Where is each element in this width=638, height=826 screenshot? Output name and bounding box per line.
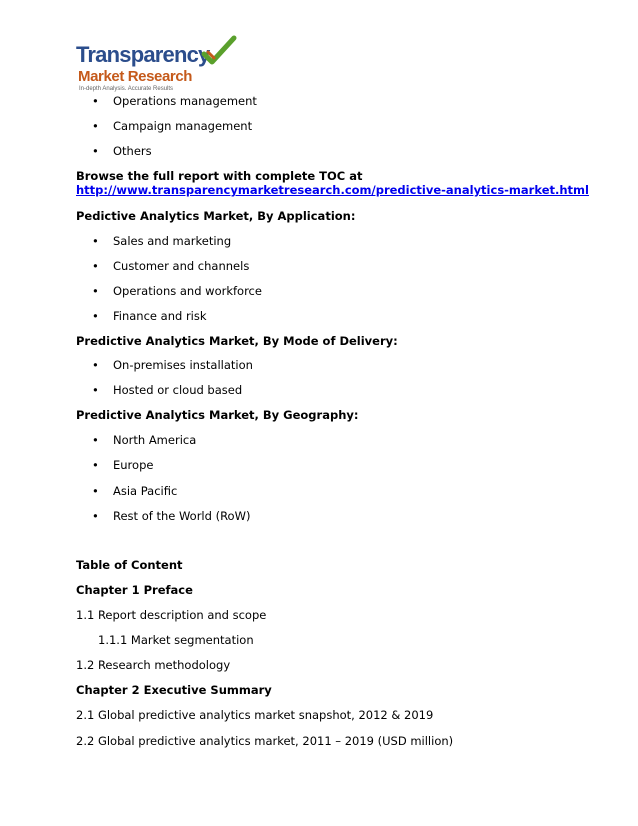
list-item: On-premises installation bbox=[113, 358, 253, 372]
browse-text: Browse the full report with complete TOC at bbox=[76, 169, 363, 183]
list-item: Finance and risk bbox=[113, 309, 207, 323]
toc-entry: 1.1.1 Market segmentation bbox=[98, 633, 254, 647]
bullet-icon: • bbox=[92, 433, 99, 447]
bullet-icon: • bbox=[92, 509, 99, 523]
list-item: Rest of the World (RoW) bbox=[113, 509, 251, 523]
list-item: Others bbox=[113, 144, 152, 158]
chapter-heading: Chapter 2 Executive Summary bbox=[76, 683, 272, 697]
toc-title: Table of Content bbox=[76, 558, 183, 572]
bullet-icon: • bbox=[92, 383, 99, 397]
logo-checkmark-icon bbox=[200, 34, 240, 68]
bullet-icon: • bbox=[92, 119, 99, 133]
list-item: Asia Pacific bbox=[113, 484, 178, 498]
delivery-heading: Predictive Analytics Market, By Mode of Delivery: bbox=[76, 334, 398, 348]
logo-word-market-research: Market Research bbox=[78, 68, 193, 85]
list-item: Customer and channels bbox=[113, 259, 250, 273]
chapter-heading: Chapter 1 Preface bbox=[76, 583, 193, 597]
application-heading: Pedictive Analytics Market, By Application: bbox=[76, 209, 356, 223]
list-item: Europe bbox=[113, 458, 154, 472]
bullet-icon: • bbox=[92, 358, 99, 372]
list-item: Campaign management bbox=[113, 119, 253, 133]
list-item: Sales and marketing bbox=[113, 234, 232, 248]
bullet-icon: • bbox=[92, 484, 99, 498]
logo-word-transparency: Transparency bbox=[76, 42, 210, 67]
list-item: North America bbox=[113, 433, 197, 447]
logo-tagline: In-depth Analysis. Accurate Results bbox=[79, 86, 174, 92]
bullet-icon: • bbox=[92, 309, 99, 323]
report-link[interactable]: http://www.transparencymarketresearch.com/predictive-analytics-market.html bbox=[76, 183, 589, 197]
bullet-icon: • bbox=[92, 144, 99, 158]
bullet-icon: • bbox=[92, 234, 99, 248]
geography-heading: Predictive Analytics Market, By Geography: bbox=[76, 408, 359, 422]
toc-entry: 1.2 Research methodology bbox=[76, 658, 231, 672]
list-item: Operations management bbox=[113, 94, 257, 108]
bullet-icon: • bbox=[92, 259, 99, 273]
bullet-icon: • bbox=[92, 284, 99, 298]
list-item: Hosted or cloud based bbox=[113, 383, 243, 397]
toc-entry: 2.2 Global predictive analytics market, 2011 – 2019 (USD million) bbox=[76, 734, 454, 748]
toc-entry: 2.1 Global predictive analytics market snapshot, 2012 & 2019 bbox=[76, 708, 434, 722]
toc-entry: 1.1 Report description and scope bbox=[76, 608, 267, 622]
bullet-icon: • bbox=[92, 94, 99, 108]
bullet-icon: • bbox=[92, 458, 99, 472]
list-item: Operations and workforce bbox=[113, 284, 262, 298]
company-logo bbox=[76, 32, 246, 94]
